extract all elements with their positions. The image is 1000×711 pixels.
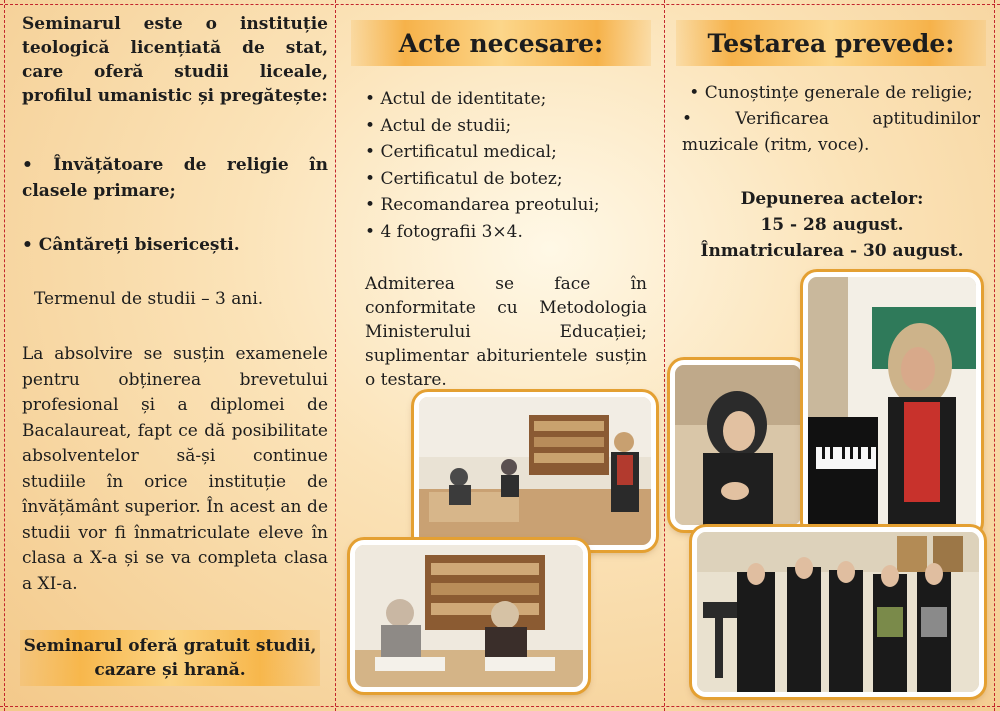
documents-heading xyxy=(351,20,651,66)
free-services-text: Seminarul oferă gratuit studii, cazare și hrană. xyxy=(23,636,317,680)
cut-line-left xyxy=(4,0,5,711)
study-room-photo xyxy=(350,540,588,692)
bullet-teachers: • Învățătoare de religie în clasele primare; xyxy=(22,155,328,201)
admission-text: Admiterea se face în conformitate cu Metodologia Ministerului Educației; suplimentar abiturientele susțin o testare. xyxy=(365,274,647,390)
list-item: • Verificarea aptitudinilor muzicale (ritm, voce). xyxy=(682,106,980,158)
student-praying-photo xyxy=(670,360,806,530)
list-item: • Certificatul medical; xyxy=(365,139,655,166)
testing-heading xyxy=(676,20,986,66)
documents-title: Acte necesare: xyxy=(398,28,604,58)
cut-line-right xyxy=(994,0,995,711)
list-item: • Cunoștințe generale de religie; xyxy=(682,80,980,106)
list-item: • Actul de identitate; xyxy=(365,86,655,113)
bullet-singers-text: Cântăreți bisericești. xyxy=(38,235,240,255)
fold-line-left xyxy=(335,0,336,711)
dates-block xyxy=(676,186,988,264)
piano-player-photo xyxy=(803,272,981,536)
library-classroom-photo xyxy=(414,392,656,550)
list-item: • 4 fotografii 3×4. xyxy=(365,219,655,246)
list-item: • Actul de studii; xyxy=(365,113,655,140)
submission-label: Depunerea actelor: xyxy=(740,189,924,209)
choir-singing-photo xyxy=(692,527,984,697)
free-services-banner xyxy=(20,630,320,686)
bullet-singers: • Cântăreți bisericești. xyxy=(22,235,240,255)
testing-list xyxy=(682,80,980,158)
list-item: • Certificatul de botez; xyxy=(365,166,655,193)
graduation-text: La absolvire se susțin examenele pentru obținerea brevetului profesional și a diplomei de Bacalaureat, fapt ce dă posibilitate absolventelor să-și continue studiile în orice instituție de învățământ superior. În acest an de studii vor fi înmatriculate eleve în clasa a X-a și se va completa clasa a XI-a. xyxy=(22,344,328,594)
enrollment-date: Înmatricularea - 30 august. xyxy=(700,241,964,261)
left-panel xyxy=(10,0,328,711)
testing-title: Testarea prevede: xyxy=(707,28,955,58)
documents-list xyxy=(365,86,655,245)
submission-dates: 15 - 28 august. xyxy=(760,215,904,235)
list-item: • Recomandarea preotului; xyxy=(365,192,655,219)
bullet-teachers-text: Învățătoare de religie în clasele primare; xyxy=(22,155,328,201)
study-term: Termenul de studii – 3 ani. xyxy=(34,289,264,309)
intro-text: Seminarul este o instituție teologică licențiată de stat, care oferă studii liceale, profilul umanistic și pregătește: xyxy=(22,14,328,106)
fold-line-right xyxy=(664,0,665,711)
